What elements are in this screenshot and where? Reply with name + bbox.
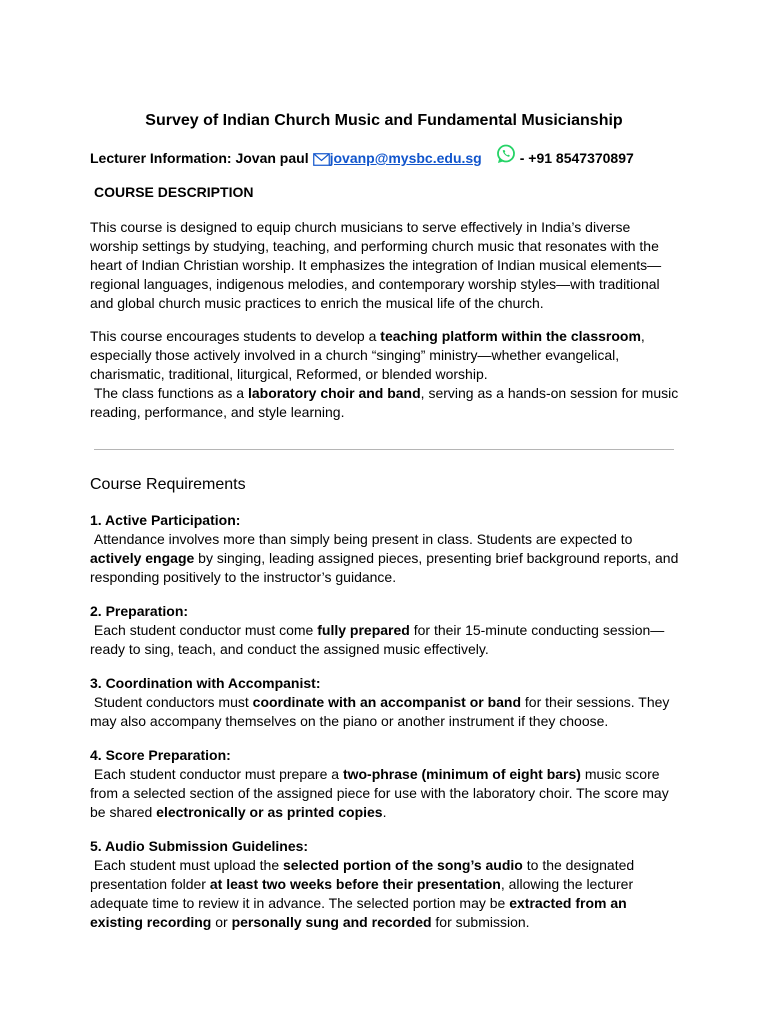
text-run: by singing, leading assigned pieces, presenting brief background reports, and responding positively to the instructor’s guidance. bbox=[90, 550, 679, 585]
text-run: music score from a selected section of the assigned piece for use with the laboratory choir. The score may be shared bbox=[90, 766, 669, 820]
text-run: Each student must upload the bbox=[93, 857, 284, 873]
envelope-icon bbox=[313, 151, 330, 171]
page-title: Survey of Indian Church Music and Fundamental Musicianship bbox=[145, 112, 623, 129]
text-run: Each student conductor must come bbox=[93, 622, 318, 638]
text-run: or bbox=[211, 914, 232, 930]
lecturer-info bbox=[90, 144, 680, 171]
horizontal-divider bbox=[94, 449, 674, 450]
bold-text: two-phrase (minimum of eight bars) bbox=[342, 766, 581, 782]
requirement-title: 3. Coordination with Accompanist: bbox=[90, 675, 321, 691]
requirement-item bbox=[90, 746, 680, 822]
requirement-title: 2. Preparation: bbox=[90, 603, 189, 619]
bold-text: teaching platform within the classroom bbox=[380, 328, 641, 344]
text-run: Attendance involves more than simply being present in class. Students are expected to bbox=[93, 531, 633, 547]
text-run: , especially those actively involved in a church “singing” ministry—whether evangelical, charismatic, traditional, liturgical, Reformed, or blended worship. bbox=[90, 328, 645, 382]
requirement-item bbox=[90, 511, 680, 587]
bold-text: coordinate with an accompanist or band bbox=[252, 694, 522, 710]
text-run: Each student conductor must prepare a bbox=[93, 766, 343, 782]
course-description-paragraph-1: This course is designed to equip church musicians to serve effectively in India’s diverse worship settings by studying, teaching, and performing church music that resonates with the heart of Indian Christian worship. It emphasizes the integration of Indian musical elements—regional languages, indigenous melodies, and contemporary worship styles—with traditional and global church music practices to enrich the musical life of the church. bbox=[90, 219, 662, 311]
requirement-item bbox=[90, 602, 680, 659]
course-description-paragraph-2 bbox=[90, 327, 680, 422]
bold-text: laboratory choir and band bbox=[247, 385, 421, 401]
text-run: to the designated presentation folder bbox=[90, 857, 635, 892]
text-run: The class functions as a bbox=[93, 385, 248, 401]
text-run: , allowing the lecturer adequate time to review it in advance. The selected portion may be bbox=[90, 876, 634, 911]
requirement-item bbox=[90, 674, 680, 731]
requirement-title: 4. Score Preparation: bbox=[90, 747, 231, 763]
bold-text: selected portion of the song’s audio bbox=[283, 857, 523, 873]
lecturer-label: Lecturer Information: Jovan paul bbox=[90, 150, 309, 166]
course-requirements-heading: Course Requirements bbox=[90, 476, 246, 493]
email-link[interactable]: jovanp@mysbc.edu.sg bbox=[329, 150, 482, 166]
bold-text: fully prepared bbox=[317, 622, 410, 638]
text-run: . bbox=[382, 804, 387, 820]
phone-number: - +91 8547370897 bbox=[519, 150, 634, 166]
text-run: for their sessions. They may also accompany themselves on the piano or another instrument if they choose. bbox=[90, 694, 670, 729]
requirement-title: 5. Audio Submission Guidelines: bbox=[90, 838, 309, 854]
requirement-item bbox=[90, 837, 680, 932]
requirement-title: 1. Active Participation: bbox=[90, 512, 241, 528]
text-run: This course encourages students to develop a bbox=[90, 328, 381, 344]
bold-text: electronically or as printed copies bbox=[156, 804, 383, 820]
bold-text: extracted from an existing recording bbox=[90, 895, 627, 930]
text-run: for their 15-minute conducting session—ready to sing, teach, and conduct the assigned music effectively. bbox=[90, 622, 665, 657]
bold-text: actively engage bbox=[90, 550, 195, 566]
course-description-heading: COURSE DESCRIPTION bbox=[94, 184, 254, 200]
text-run: for submission. bbox=[431, 914, 530, 930]
bold-text: at least two weeks before their presentation bbox=[209, 876, 501, 892]
bold-text: personally sung and recorded bbox=[231, 914, 432, 930]
text-run: , serving as a hands-on session for music reading, performance, and style learning. bbox=[90, 385, 679, 420]
whatsapp-icon bbox=[496, 144, 516, 169]
text-run: Student conductors must bbox=[93, 694, 253, 710]
